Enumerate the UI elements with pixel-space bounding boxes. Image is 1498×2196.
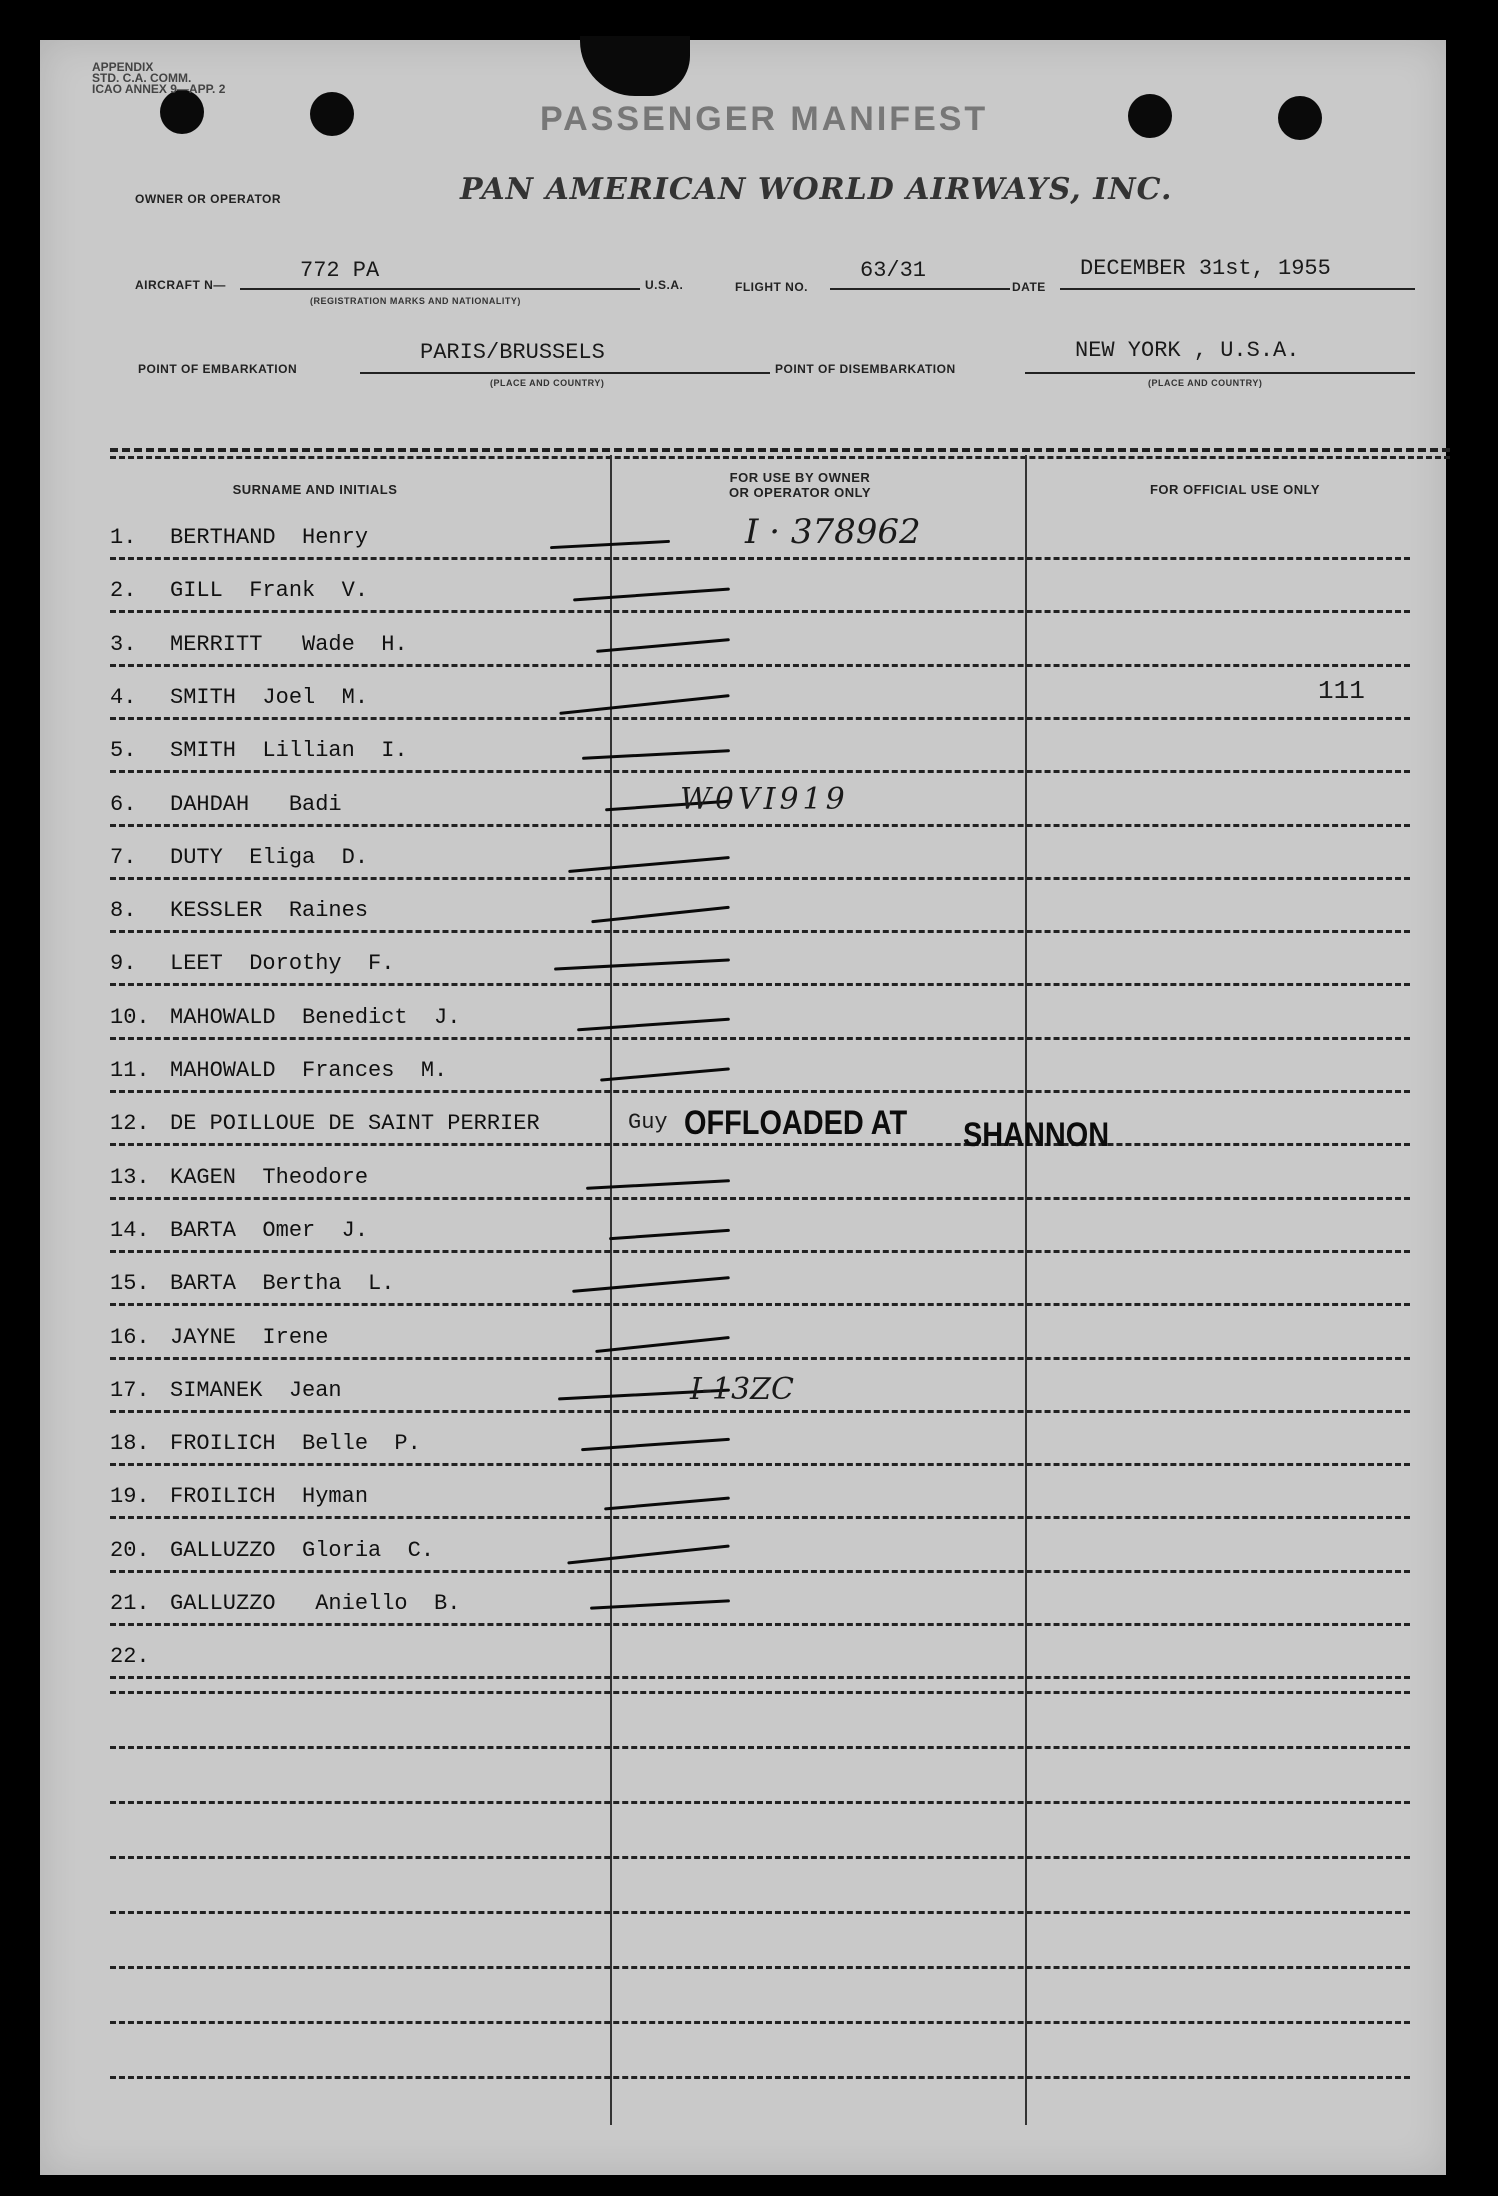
check-stroke [591, 906, 730, 924]
passenger-name: MERRITT Wade H. [170, 632, 408, 657]
check-stroke [586, 1179, 730, 1190]
table-row [110, 1574, 1410, 1626]
form-ref-line: ICAO ANNEX 9—APP. 2 [92, 82, 226, 96]
table-row [110, 668, 1410, 720]
row-rule [110, 1516, 1410, 1519]
row-number: 6. [110, 792, 137, 817]
row-rule [110, 983, 1410, 986]
blank-rule [110, 1801, 1410, 1804]
check-stroke [590, 1599, 730, 1609]
row-number: 18. [110, 1431, 150, 1456]
blank-rule [110, 1856, 1410, 1859]
check-stroke [567, 1544, 729, 1564]
passenger-name: MAHOWALD Frances M. [170, 1058, 448, 1083]
row-number: 2. [110, 578, 137, 603]
row-rule [110, 1410, 1410, 1413]
row-rule [110, 877, 1410, 880]
row-number: 14. [110, 1218, 150, 1243]
row-rule [110, 1090, 1410, 1093]
operator-note-row17: I-13ZC [690, 1372, 794, 1407]
check-stroke [568, 856, 730, 873]
date-label: DATE [1012, 280, 1046, 294]
company-name: PAN AMERICAN WORLD AIRWAYS, INC. [460, 172, 1173, 207]
operator-note-row6: W0VI919 [680, 782, 849, 817]
embark-sub: (PLACE AND COUNTRY) [490, 378, 605, 388]
row-rule [110, 1303, 1410, 1306]
passenger-name: JAYNE Irene [170, 1325, 329, 1350]
check-stroke [609, 1229, 730, 1240]
official-note-row4: 111 [1318, 676, 1365, 706]
flight-value: 63/31 [860, 258, 927, 283]
row-number: 20. [110, 1538, 150, 1563]
blank-rule [110, 2076, 1410, 2079]
passenger-name: DAHDAH Badi [170, 792, 342, 817]
disembark-label: POINT OF DISEMBARKATION [775, 362, 956, 376]
disembark-sub: (PLACE AND COUNTRY) [1148, 378, 1263, 388]
blank-rule [110, 1746, 1410, 1749]
table-row [110, 1041, 1410, 1093]
table-row [110, 1627, 1410, 1679]
row-number: 16. [110, 1325, 150, 1350]
row-rule [110, 930, 1410, 933]
passenger-name: GALLUZZO Aniello B. [170, 1591, 461, 1616]
passenger-name: KAGEN Theodore [170, 1165, 369, 1190]
form-ref-line: APPENDIX [92, 60, 154, 74]
row-number: 5. [110, 738, 137, 763]
table-row [110, 1254, 1410, 1306]
table-row [110, 828, 1410, 880]
operator-note-row1: I · 378962 [745, 512, 921, 552]
row-number: 1. [110, 525, 137, 550]
check-stroke [559, 694, 729, 715]
row-rule [110, 664, 1410, 667]
date-value: DECEMBER 31st, 1955 [1080, 256, 1331, 281]
row-number: 15. [110, 1271, 150, 1296]
passenger-name: BERTHAND Henry [170, 525, 369, 550]
check-stroke [572, 1276, 730, 1293]
check-stroke [550, 540, 670, 549]
row-number: 8. [110, 898, 137, 923]
aircraft-sub: (REGISTRATION MARKS AND NATIONALITY) [310, 296, 521, 306]
row-number: 11. [110, 1058, 150, 1083]
check-stroke [595, 1336, 730, 1353]
row-rule [110, 1570, 1410, 1573]
owner-label: OWNER OR OPERATOR [135, 192, 282, 206]
passenger-name: BARTA Bertha L. [170, 1271, 395, 1296]
blank-rule [110, 1911, 1410, 1914]
check-stroke [600, 1067, 730, 1081]
punch-hole [160, 90, 204, 134]
table-row [110, 1414, 1410, 1466]
disembark-value: NEW YORK , U.S.A. [1075, 338, 1300, 363]
passenger-name: KESSLER Raines [170, 898, 369, 923]
passenger-name: GALLUZZO Gloria C. [170, 1538, 435, 1563]
offloaded-stamp-location: SHANNON [963, 1116, 1110, 1154]
table-row [110, 881, 1410, 933]
row-number: 3. [110, 632, 137, 657]
table-row [110, 934, 1410, 986]
passenger-name: DUTY Eliga D. [170, 845, 369, 870]
embark-label: POINT OF EMBARKATION [138, 362, 298, 376]
row-number: 4. [110, 685, 137, 710]
form-reference [92, 62, 225, 95]
row-rule [110, 1143, 1410, 1146]
check-stroke [604, 1497, 730, 1511]
table-row [110, 988, 1410, 1040]
col-surname: SURNAME AND INITIALS [232, 482, 398, 497]
punch-hole [310, 92, 354, 136]
row-rule [110, 824, 1410, 827]
table-row [110, 1467, 1410, 1519]
passenger-name: GILL Frank V. [170, 578, 369, 603]
check-stroke [573, 588, 730, 602]
row-rule [110, 1197, 1410, 1200]
passenger-name: SIMANEK Jean [170, 1378, 342, 1403]
col-operator [620, 470, 980, 500]
row-number: 7. [110, 845, 137, 870]
col-operator-line: FOR USE BY OWNER [729, 470, 871, 485]
usa-label: U.S.A. [645, 278, 684, 292]
aircraft-label: AIRCRAFT N— [135, 278, 226, 292]
form-ref-line: STD. C.A. COMM. [92, 71, 192, 85]
row-number: 12. [110, 1111, 150, 1136]
row-number: 21. [110, 1591, 150, 1616]
torn-corner [580, 36, 690, 96]
table-row [110, 1308, 1410, 1360]
offloaded-stamp: OFFLOADED AT [684, 1104, 908, 1142]
check-stroke [581, 1438, 730, 1451]
table-row [110, 561, 1410, 613]
check-stroke [554, 958, 730, 970]
punch-hole [1128, 94, 1172, 138]
row-number: 17. [110, 1378, 150, 1403]
row-rule [110, 1357, 1410, 1360]
row-rule [110, 1623, 1410, 1626]
row-rule [110, 1463, 1410, 1466]
row-number: 13. [110, 1165, 150, 1190]
col-official: FOR OFFICIAL USE ONLY [1149, 482, 1321, 497]
table-row [110, 615, 1410, 667]
aircraft-value: 772 PA [300, 258, 380, 283]
table-row [110, 1521, 1410, 1573]
row-number: 19. [110, 1484, 150, 1509]
table-row [110, 721, 1410, 773]
passenger-name: BARTA Omer J. [170, 1218, 369, 1243]
row-rule [110, 610, 1410, 613]
row-number: 10. [110, 1005, 150, 1030]
passenger-name: MAHOWALD Benedict J. [170, 1005, 461, 1030]
blank-rule [110, 1691, 1410, 1694]
passenger-name: LEET Dorothy F. [170, 951, 395, 976]
row-rule [110, 1250, 1410, 1253]
page-title: PASSENGER MANIFEST [540, 100, 989, 138]
blank-rule [110, 2021, 1410, 2024]
row12-prefix: Guy [628, 1110, 668, 1135]
check-stroke [596, 638, 730, 653]
embark-value: PARIS/BRUSSELS [420, 340, 605, 365]
row-number: 22. [110, 1644, 150, 1669]
passenger-name: SMITH Joel M. [170, 685, 369, 710]
passenger-name: FROILICH Belle P. [170, 1431, 421, 1456]
blank-rule [110, 1966, 1410, 1969]
row-rule [110, 1037, 1410, 1040]
table-row [110, 1148, 1410, 1200]
flight-label: FLIGHT NO. [735, 280, 808, 294]
check-stroke [577, 1018, 730, 1032]
check-stroke [582, 749, 730, 760]
passenger-name: SMITH Lillian I. [170, 738, 408, 763]
row-number: 9. [110, 951, 137, 976]
col-operator-line: OR OPERATOR ONLY [728, 485, 872, 500]
punch-hole [1278, 96, 1322, 140]
row-rule [110, 1676, 1410, 1679]
table-row [110, 1201, 1410, 1253]
row-rule [110, 717, 1410, 720]
passenger-name: DE POILLOUE DE SAINT PERRIER [170, 1111, 540, 1136]
row-rule [110, 770, 1410, 773]
row-rule [110, 557, 1410, 560]
passenger-name: FROILICH Hyman [170, 1484, 369, 1509]
